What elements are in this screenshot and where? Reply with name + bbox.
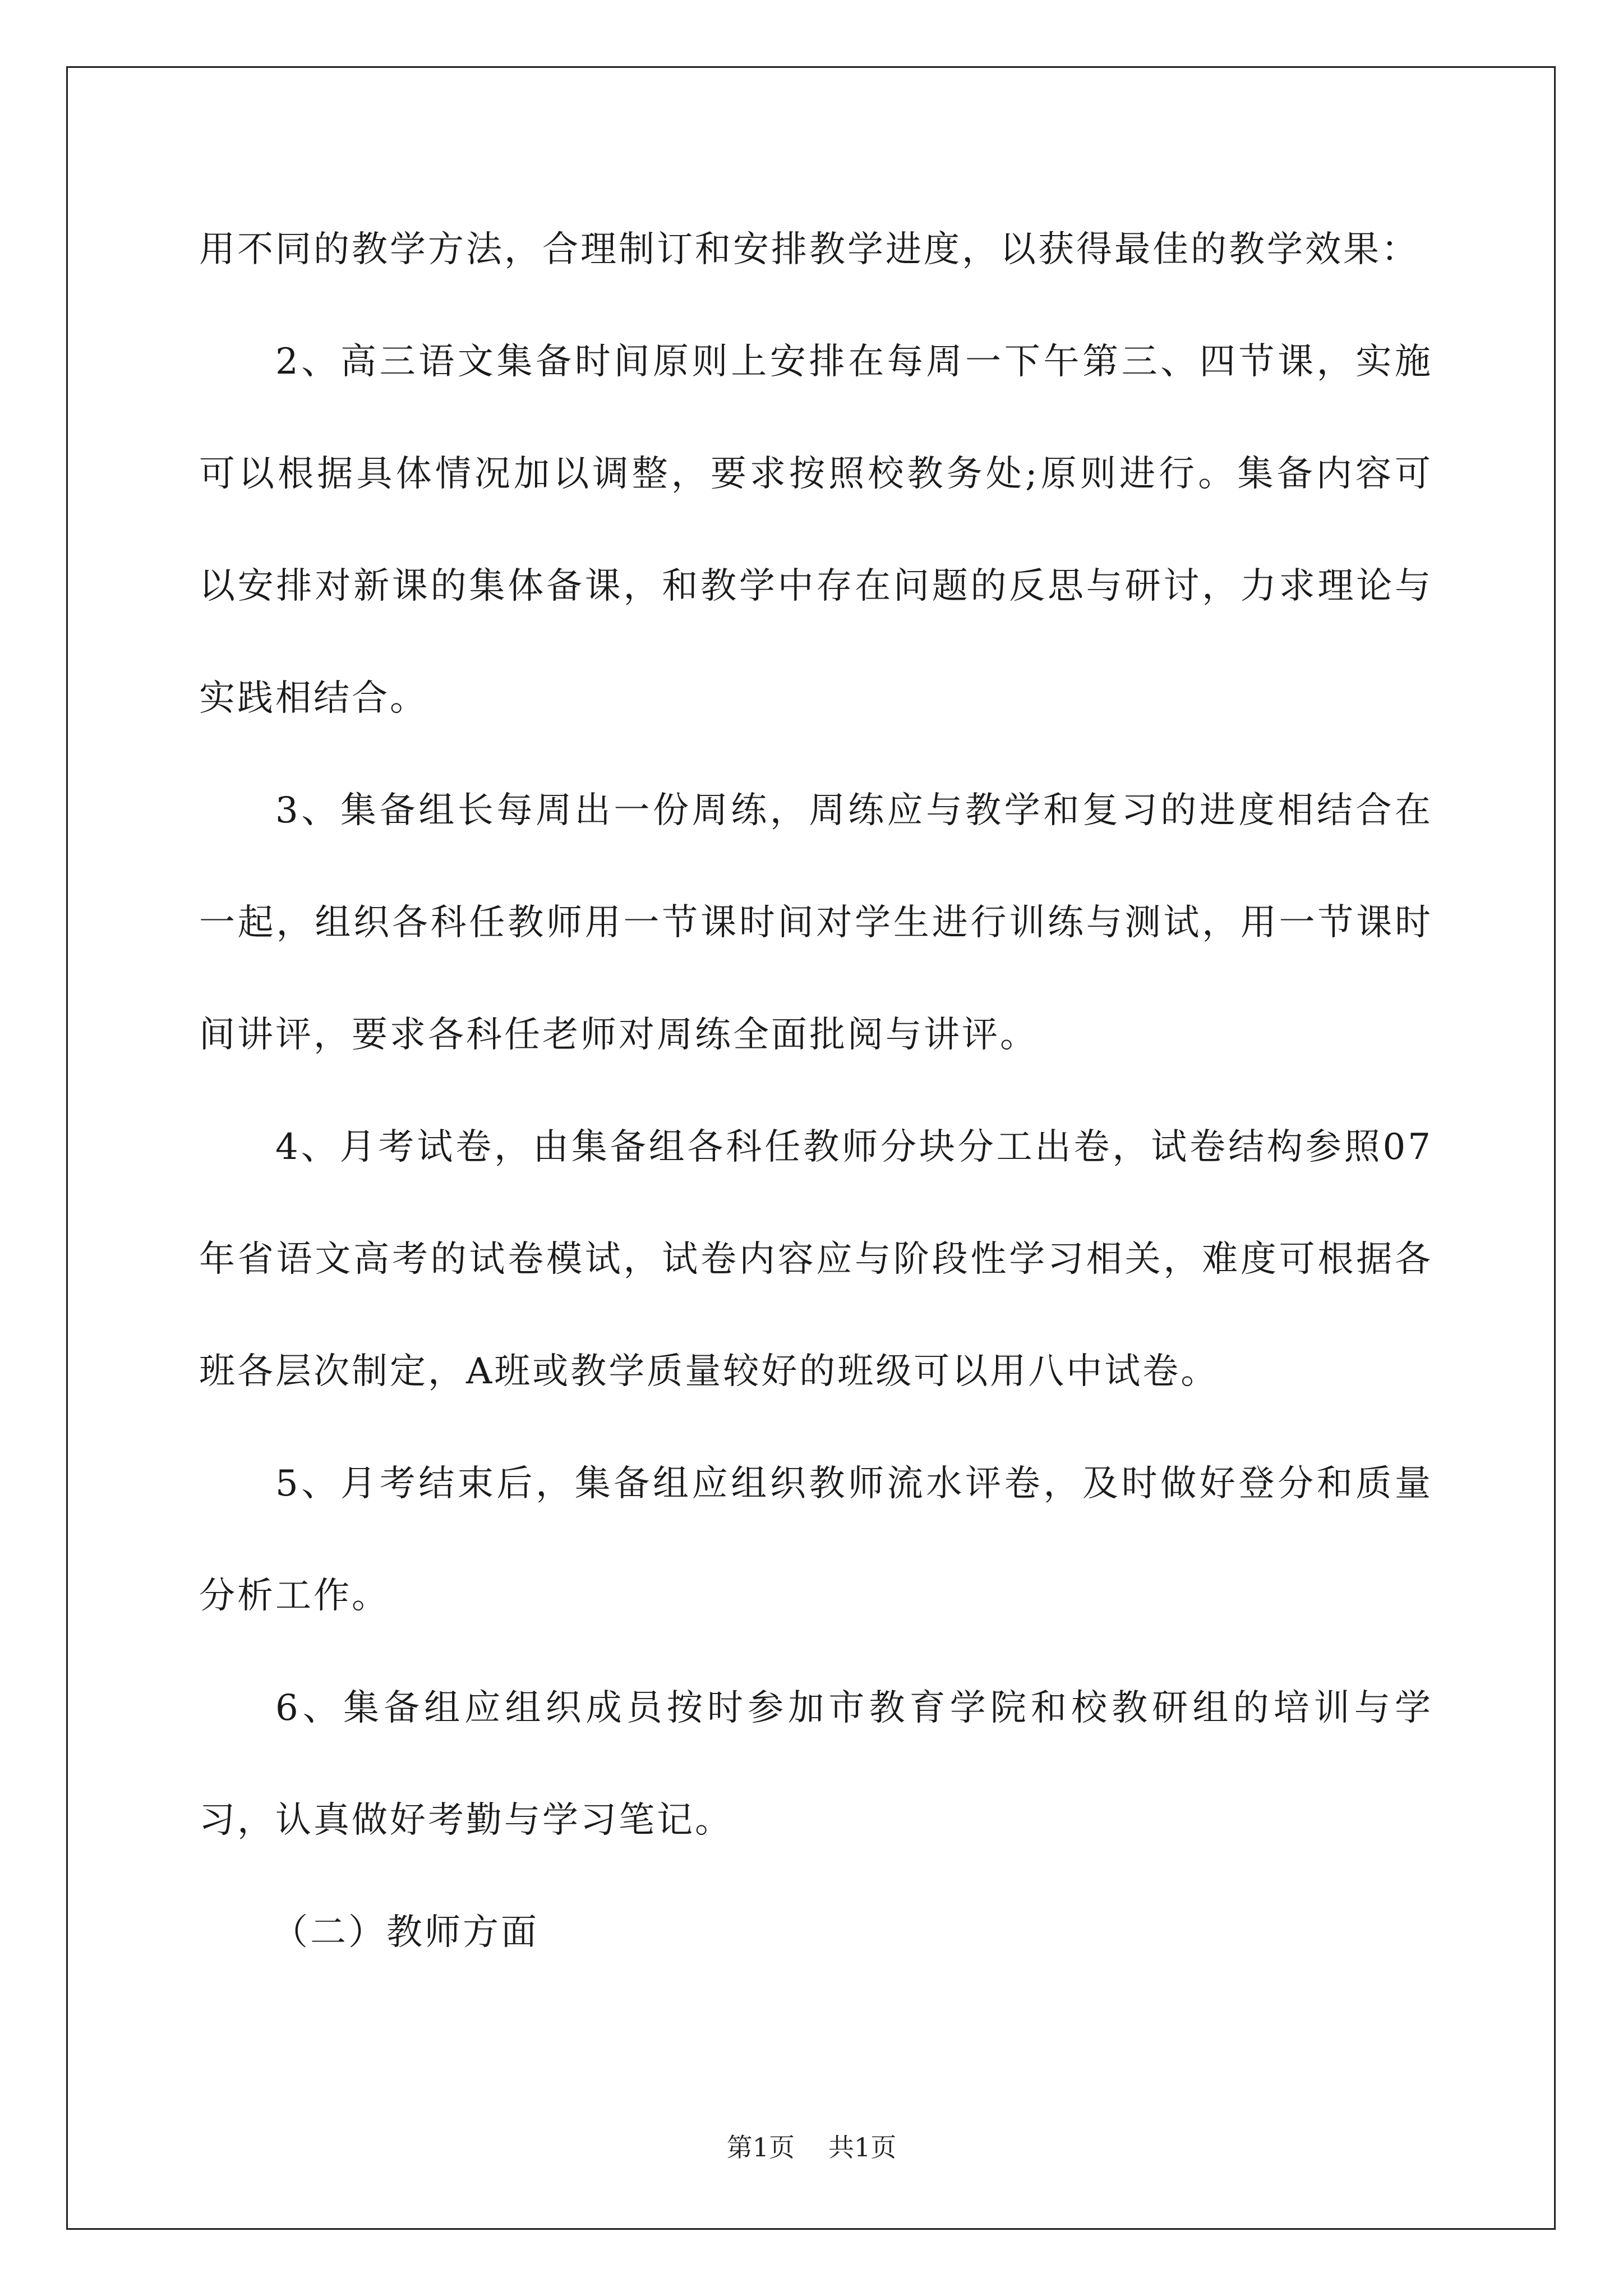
section-heading: （二）教师方面 <box>272 1912 539 1953</box>
paragraph-item-2: 2、高三语文集备时间原则上安排在每周一下午第三、四节课，实施可以根据具体情况加以调整，要求按照校教务处;原则进行。集备内容可以安排对新课的集体备课，和教学中存在问题的反思与研讨，力求理论与实践相结合。 <box>199 341 1433 719</box>
page-number-current: 第1页 <box>726 2132 795 2162</box>
paragraph-item-4: 4、月考试卷，由集备组各科任教师分块分工出卷，试卷结构参照07年省语文高考的试卷模试，试卷内容应与阶段性学习相关，难度可根据各班各层次制定，A班或教学质量较好的班级可以用八中试卷。 <box>199 1126 1433 1392</box>
page-footer <box>0 2131 1623 2164</box>
document-body <box>199 194 1433 1989</box>
paragraph-item-6: 6、集备组应组织成员按时参加市教育学院和校教研组的培训与学习，认真做好考勤与学习笔记。 <box>199 1687 1433 1841</box>
paragraph-item-5: 5、月考结束后，集备组应组织教师流水评卷，及时做好登分和质量分析工作。 <box>199 1463 1433 1617</box>
page-number-total: 共1页 <box>828 2132 897 2162</box>
paragraph-continuation: 用不同的教学方法，合理制订和安排教学进度，以获得最佳的教学效果： <box>199 229 1419 270</box>
paragraph-item-3: 3、集备组长每周出一份周练，周练应与教学和复习的进度相结合在一起，组织各科任教师用一节课时间对学生进行训练与测试，用一节课时间讲评，要求各科任老师对周练全面批阅与讲评。 <box>199 790 1433 1056</box>
